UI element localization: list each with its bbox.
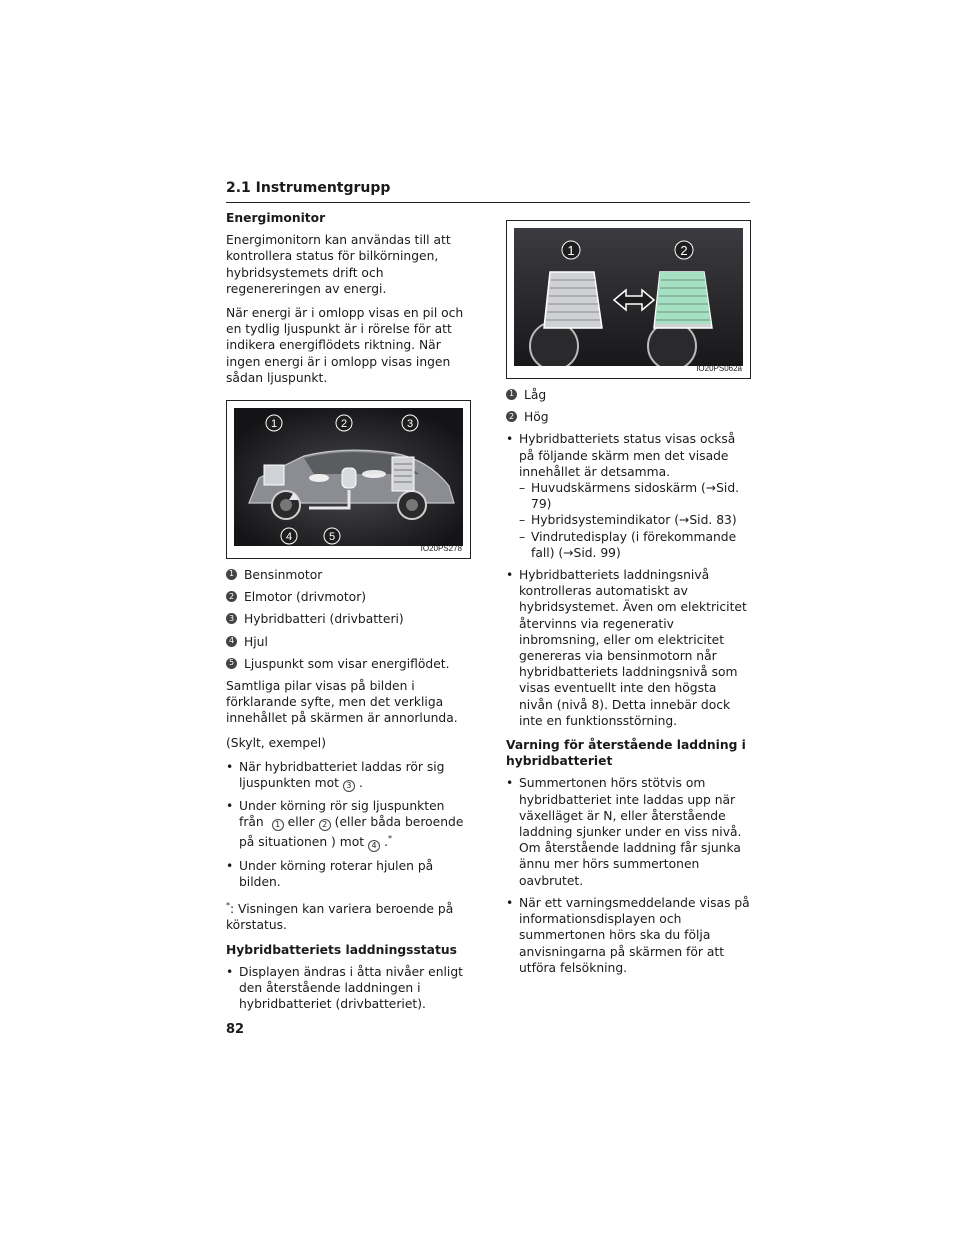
left-column [226,210,471,1020]
figure-label: 3 [406,418,414,431]
car-illustration [234,408,463,546]
heading-laddningsstatus: Hybridbatteriets laddningsstatus [226,942,457,957]
bullet-item: • När ett varningsmeddelande visas på informationsdisplayen och summertonen hörs ska du följa anvisningarna på skärmen för att utföra felsökning. [506,895,751,976]
paragraph: Samtliga pilar visas på bilden i förklarande syfte, men det verkliga innehållet på skärmen är annorlunda. [226,679,458,726]
legend-item: 1 Bensinmotor [226,567,471,583]
page-link[interactable]: Sid. 79) [531,481,740,512]
bullet-item: • Under körning roterar hjulen på bilden. [226,858,471,890]
figure-label: 4 [285,531,293,544]
paragraph: När energi är i omlopp visas en pil och en tydlig ljuspunkt är i rörelse för att indikera energiflödets riktning. När ingen energi är i omlopp visas ingen sådan ljuspunkt. [226,306,464,385]
figure-code: IO20PS278 [420,543,462,553]
figure-code: IO20PS062a [696,363,742,373]
bullet-item: • Summertonen hörs stötvis om hybridbatteriet inte laddas upp när växelläget är N, eller återstående laddning sjunker under en viss nivå. Om återstående laddning får sjunka ännu mer hörs summertonen oavbrutet. [506,775,751,888]
bullet-list [506,431,751,729]
arrow-icon: → [679,513,690,528]
battery-level-figure [506,220,751,379]
bullet-list [506,775,751,975]
light-point [309,474,329,482]
light-point [362,470,386,478]
legend-item: 1 Låg [506,387,751,403]
figure-label: 1 [270,418,278,431]
section-header: 2.1 Instrumentgrupp [226,180,750,203]
dash-list [519,480,751,561]
front-hub [280,499,292,511]
energy-monitor-figure [226,400,471,559]
page-link[interactable]: Sid. 83) [689,513,737,528]
paragraph: Energimonitorn kan användas till att kontrollera status för bilkörningen, hybridsystemets drift och regenereringen av energi. [226,233,451,296]
motor-block [342,468,356,488]
dash-item: – Hybridsystemindikator (→Sid. 83) [519,512,751,528]
arrow-icon: → [705,481,717,496]
bullet-list [226,964,471,1013]
page-number: 82 [226,1022,245,1037]
dash-item: – Huvudskärmens sidoskärm (→Sid. 79) [519,480,751,512]
bullet-item: • Displayen ändras i åtta nivåer enligt den återstående laddningen i hybridbatteriet (drivbatteriet). [226,964,471,1013]
paragraph: (Skylt, exempel) [226,735,326,750]
bullet-list [226,759,471,890]
legend-item: 2 Hög [506,409,751,425]
page-link[interactable]: Sid. 99) [573,545,621,560]
heading-varning: Varning för återstående laddning i hybridbatteriet [506,738,746,769]
right-column [506,210,751,984]
battery-block [392,457,414,491]
figure-image [514,228,743,366]
figure-label: 2 [680,243,688,258]
battery-illustration [514,228,743,366]
engine-block [264,465,284,485]
bullet-item: • Hybridbatteriets laddningsnivå kontrolleras automatiskt av hybridsystemet. Även om elektricitet återvinns via regenerativ inbromsning, eller om elektricitet genereras via bensinmotorn når hybridbatteriets laddningsnivå som visas eventuellt inte den högsta nivån (nivå 8). Detta innebär dock inte en funktionsstörning. [506,567,751,729]
legend-item: 5 Ljuspunkt som visar energiflödet. [226,656,471,672]
rear-hub [406,499,418,511]
figure-label: 5 [328,531,336,544]
bullet-item: • Under körning rör sig ljuspunkten från 1 eller 2 (eller båda beroende på situationen ) mot 4 .* [226,798,471,851]
legend-item: 3 Hybridbatteri (drivbatteri) [226,611,471,627]
figure-label: 2 [340,418,348,431]
arrow-icon: → [563,545,574,560]
figure-label: 1 [567,243,575,258]
bullet-item: • Hybridbatteriets status visas också på följande skärm men det visade innehållet är detsamma. – Huvudskärmens sidoskärm (→Sid. 79) – Hybridsystemindikator (→Sid. 83) – Vindrutedisplay (i förekommande fall) (→Sid. 99) [506,431,751,561]
legend-item: 2 Elmotor (drivmotor) [226,589,471,605]
bullet-item: • När hybridbatteriet laddas rör sig ljuspunkten mot 3 . [226,759,471,792]
footnote: *: Visningen kan variera beroende på körstatus. [226,901,454,933]
dash-item: – Vindrutedisplay (i förekommande fall) (→Sid. 99) [519,529,751,561]
heading-energimonitor: Energimonitor [226,211,326,225]
figure-image [234,408,463,546]
legend-item: 4 Hjul [226,634,471,650]
